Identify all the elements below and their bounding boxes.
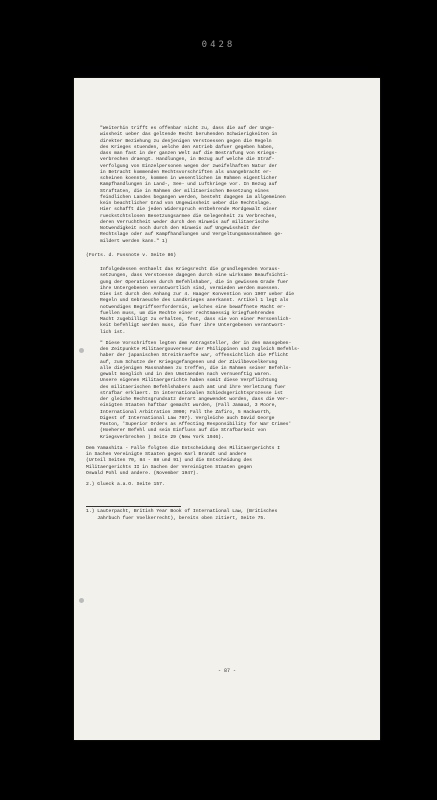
document-page (74, 78, 380, 740)
page-body (86, 126, 368, 522)
continuation-note: (Forts. d. Fussnote v. Seite 86) (86, 252, 177, 258)
footnote-paragraph-2: " Diese Vorschriften legten dem Antragsteller, der in den massgeben- den Zeitpunkte Militaergouverneur der Philippinen und zugleich Befehls- haber der japanischen Streitkraefte war, offensichtlich die Pflicht auf, zum Schutze der Kriegsgefangenen und der Zivilbevoelkerung alle diejenigen Massnahmen zu treffen, die in Rahmen seiner Befehls- gewalt moeglich und in den Umstaenden nach vernuenftig waren. Unsere eigenen Militaergerichte haben somit diese Verpflichtung des militaerischen Befehlshabers auch amt und ihre Verletzung fuer strafbar erklaert. In internationalen Schiedsgerichtsprozesse ist der gleiche Rechtsgrundsatz derart angewendet worden, dass die Ver- einigten Staaten haftbar gemacht wurden, (Fall Jamaud, 3 Moore, International Arbitration 3000; Fall the Zafiro, 5 Hackworth, Digest of International Law 707). Vergleiche auch David George Paston, 'Superior Orders as Affecting Responsibility for War Crimes' (Hoeherer Befehl und sein Einfluss auf die Strafbarkeit von Kriegsverbrechen ) Seite 29 (New York 1946). (100, 340, 300, 440)
quote-block: "Weiterhin trifft es offenbar nicht zu, dass die auf der Unge- wissheit ueber das geltende Recht beruhenden Schwierigkeiten in direkter Beziehung zu denjenigen Verstoessen gegen die Regeln des Krieges stuenden, welche den Antrieb dafuer gegeben haben, dass man fast in der ganzen Welt auf die Bestrafung von Kriegs- verbrechen draengt. Handlungen, in Bezug auf welche die Straf- verfolgung von Einzelpersonen wegen der zweifelhaften Natur der in Betracht kommenden Rechtsvorschriften als unangebracht er- scheinen koennte, kommen in wesentlichen im Rahmen eigentlicher Kampfhandlungen in Land-, See- und Luftkriege vor. In Bezug auf Straftaten, die in Rahmen der militaerischen Besetzung eines feindlichen Landes begangen werden, besteht dagegen im allgemeinen kein beachtlicher Grad von Ungewissheit ueber die Rechtslage. Hier schafft die jeden Widerspruch entbehrende Mordgewalt einer rueckstchtslosen Besetzungsarmee die Gelegenheit zu Verbrechen, deren Verruchtheit weder durch den Hinweis auf militaerische Notwendigkeit noch durch den Hinweis auf Ungewissheit der Rechtslage oder auf Kampfhandlungen und Vergeltungsmassnahmen ge- mildert werden kann." 1) (100, 126, 286, 244)
punch-hole-top (79, 348, 84, 353)
footnote-paragraph-1: Infolgedessen enthaelt das Kriegsrecht die grundlegenden Voraus- setzungen, dass Verstoesse dagegen durch eine wirksame Beaufsichti- gung der Operationen durch Befehlshaber, die in gewissem Grade fuer ihre Untergebenen verantwortlich sind, vermieden werden muessen. Dies ist durch den Anhang zur 4. Haager Konvention von 1907 ueber die Regeln und Gebraeuche des Landkrieges anerkannt. Artikel 1 legt als notwendiges Begriffserfordernis, welches eine bewaffnete Macht er- fuellen muss, um die Rechte einer rechtmaessig kriegfuehrenden Macht zugebilligt zu erhalten, fest, dass sie von einer Persoenlich- keit befehligt werden muss, die fuer ihre Untergebenen verantwort- lich ist. (100, 267, 295, 335)
footnote-divider (86, 506, 181, 507)
page-number: - 87 - (217, 668, 236, 674)
microfilm-frame-number: 0428 (201, 40, 236, 50)
footnote-bottom: 1.) Lauterpacht, British Year Book of International Law, (Britisches Jahrbuch fuer Voelkerrecht), bereits oben zitiert, Seite 75. (86, 509, 278, 521)
punch-hole-bottom (79, 598, 84, 603)
footnote-2: 2.) Glueck a.a.O. Seite 157. (86, 482, 165, 487)
footnote-paragraph-3: Dem Yamashita - Falle folgten die Entscheidung des Militaergerichts I in Sachen Vereinigte Staaten gegen Karl Brandt und andere (Urteil Seiten 70, 84 - 88 und 91) und die Entscheidung des Militaergerichts II in Sachen der Vereinigten Staaten gegen Oswald Pohl und andere. (November 1947). (86, 445, 281, 476)
